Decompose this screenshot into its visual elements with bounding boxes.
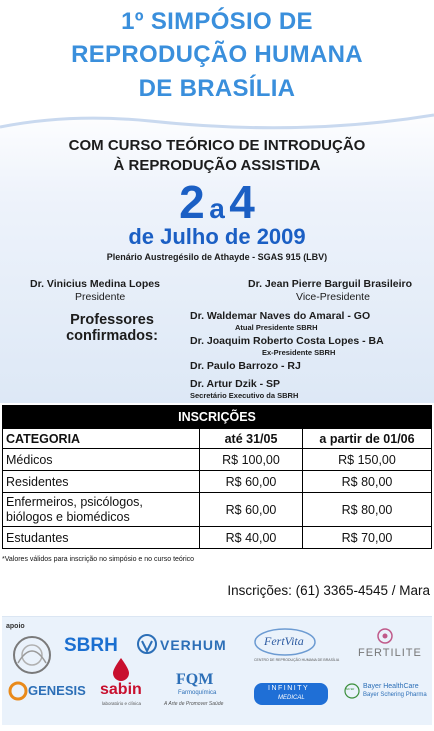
professor-name: Dr. Joaquim Roberto Costa Lopes - BA [190,335,384,347]
row-late-price: R$ 80,00 [303,493,432,527]
fqm-tagline: A Arte de Promover Saúde [164,701,224,707]
venue: Plenário Austregésilo de Athayde - SGAS 915 (LBV) [106,252,328,262]
vice-president-role: Vice-Presidente [296,291,370,303]
registration-phone: Inscrições: (61) 3365-4545 / Mara [227,583,430,598]
row-early-price: R$ 60,00 [200,471,303,493]
registration-title-row [3,406,432,429]
event-title-line-1: 1º SIMPÓSIO DE [121,8,313,35]
price-note: *Valores válidos para inscrição no simpósio e no curso teórico [2,556,195,563]
president-name: Dr. Vinicius Medina Lopes [30,278,160,290]
row-late-price: R$ 70,00 [303,527,432,549]
bayer-schering: Bayer Schering Pharma [363,692,427,698]
row-late-price: R$ 80,00 [303,471,432,493]
date-separator: a [209,193,225,224]
professor-role: Ex-Presidente SBRH [262,348,336,357]
row-category: Médicos [3,449,200,471]
sponsors-label: apoio [6,623,25,630]
row-category-line-2: biólogos e biomédicos [6,509,130,524]
society-emblem-icon [8,633,56,677]
fertvita-subtitle: CENTRO DE REPRODUÇÃO HUMANA DE BRASÍLIA [254,658,340,662]
infinity-subtitle: MEDICAL [278,695,305,701]
date-start: 2 [179,176,205,228]
row-early-price: R$ 100,00 [200,449,303,471]
row-late-price: R$ 150,00 [303,449,432,471]
fertilite-logo: FERTILITE [358,647,422,659]
table-header-row [3,429,432,449]
bayer-cross-icon [344,683,360,699]
header-late-price: a partir de 01/06 [303,429,432,449]
professor-role: Atual Presidente SBRH [235,323,318,332]
event-title-line-2: REPRODUÇÃO HUMANA [71,41,363,68]
professors-label-line-1: Professores [70,312,154,328]
row-early-price: R$ 40,00 [200,527,303,549]
table-row [3,449,432,471]
sbrh-logo: SBRH [64,635,118,656]
event-dates [0,176,434,228]
professor-name: Dr. Paulo Barrozo - RJ [190,360,301,372]
registration-table [2,405,432,549]
fertilite-mark-icon [376,627,394,645]
professor-name: Dr. Artur Dzik - SP [190,378,281,390]
fertvita-logo: FertVita [264,634,304,648]
course-subtitle-line-1: COM CURSO TEÓRICO DE INTRODUÇÃO [68,137,366,154]
genesis-mark-icon [8,681,28,701]
verhum-mark-icon [136,631,158,657]
sabin-drop-icon [112,657,130,681]
table-row [3,471,432,493]
sponsors-panel [2,616,432,725]
event-title-line-3: DE BRASÍLIA [138,75,296,102]
poster-header [0,0,434,105]
genesis-logo: GENESIS [28,683,86,698]
professors-label [52,312,172,344]
president-role: Presidente [75,291,126,303]
row-category: Residentes [3,471,200,493]
fqm-logo: FQM [176,671,214,688]
row-category-line-1: Enfermeiros, psicólogos, [6,494,143,509]
sabin-logo: sabin [100,681,142,698]
professor-name: Dr. Waldemar Naves do Amaral - GO [190,310,371,322]
row-category: Estudantes [3,527,200,549]
row-early-price: R$ 60,00 [200,493,303,527]
table-row [3,527,432,549]
course-subtitle-line-2: À REPRODUÇÃO ASSISTIDA [113,157,321,174]
table-row [3,493,432,527]
vice-president-name: Dr. Jean Pierre Barguil Brasileiro [248,278,412,290]
fqm-subtitle: Farmoquímica [178,690,217,696]
bayer-mark: BAYER [346,688,355,691]
row-category [3,493,200,527]
verhum-logo: VERHUM [160,637,227,653]
header-early-price: até 31/05 [200,429,303,449]
bayer-healthcare: Bayer HealthCare [363,683,419,690]
infinity-logo: INFINITY [268,685,310,692]
registration-title: INSCRIÇÕES [3,406,432,429]
date-month: de Julho de 2009 [128,224,306,249]
date-end: 4 [229,176,255,228]
professors-label-line-2: confirmados: [66,328,158,344]
professor-role: Secretário Executivo da SBRH [190,391,299,400]
sabin-subtitle: laboratório e clínica [102,701,142,706]
header-category: CATEGORIA [3,429,200,449]
